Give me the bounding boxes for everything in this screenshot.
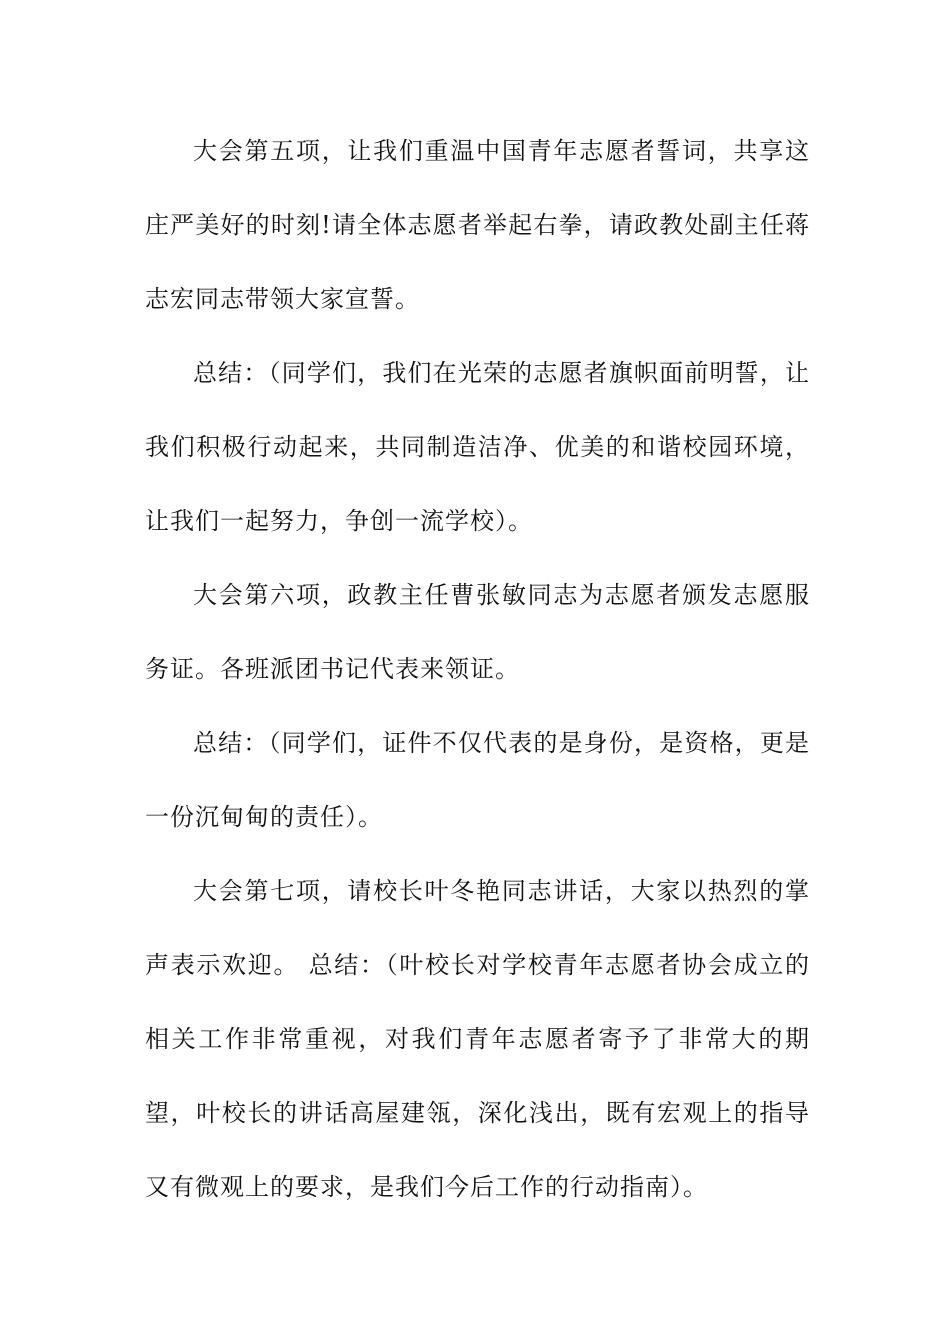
paragraph-item-5: 大会第五项，让我们重温中国青年志愿者誓词，共享这庄严美好的时刻!请全体志愿者举起右拳，请政教处副主任蒋志宏同志带领大家宣誓。 [145, 137, 810, 313]
summary-paragraph-1: 总结：（同学们，我们在光荣的志愿者旗帜面前明誓，让我们积极行动起来，共同制造洁净、优美的和谐校园环境，让我们一起努力，争创一流学校）。 [145, 359, 810, 535]
document-body [145, 114, 810, 1224]
summary-paragraph-2: 总结：（同学们，证件不仅代表的是身份，是资格，更是一份沉甸甸的责任）。 [145, 729, 810, 831]
paragraph-item-6: 大会第六项，政教主任曹张敏同志为志愿者颁发志愿服务证。各班派团书记代表来领证。 [145, 581, 810, 683]
paragraph-item-7: 大会第七项，请校长叶冬艳同志讲话，大家以热烈的掌声表示欢迎。 总结：（叶校长对学校青年志愿者协会成立的相关工作非常重视，对我们青年志愿者寄予了非常大的期望，叶校长的讲话高屋建瓴，深化浅出，既有宏观上的指导又有微观上的要求，是我们今后工作的行动指南）。 [145, 877, 810, 1201]
